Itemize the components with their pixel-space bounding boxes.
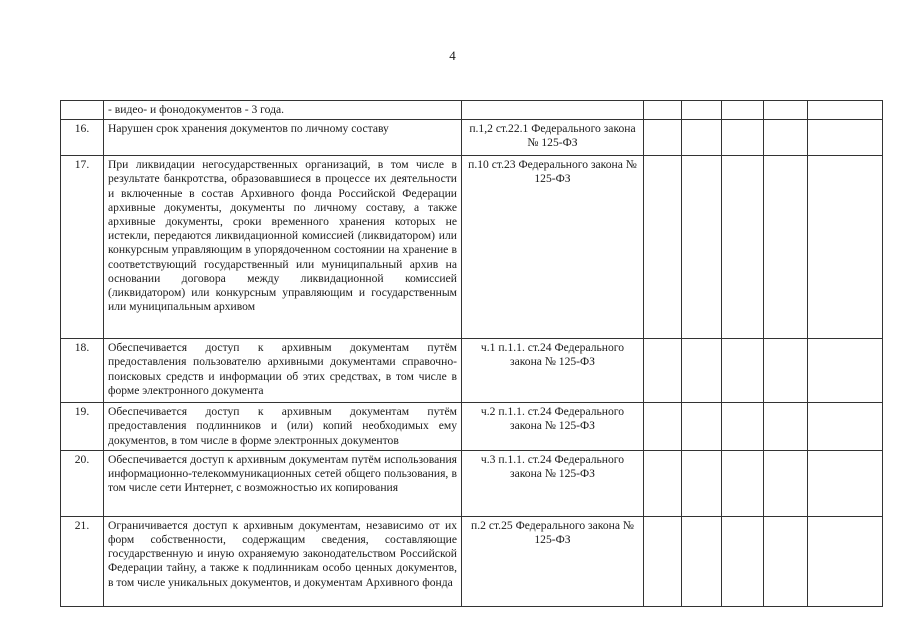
empty-cell [722,339,764,403]
empty-cell [722,101,764,120]
legal-reference: ч.2 п.1.1. ст.24 Федерального закона № 125-ФЗ [462,403,644,451]
empty-cell [644,516,682,606]
requirement-text: Обеспечивается доступ к архивным документам путём предоставления подлинников и (или) копий необходимых ему документов, в том числе в форме электронных документов [104,403,462,451]
empty-cell [764,101,808,120]
table-row [61,156,883,339]
empty-cell [682,156,722,339]
legal-reference: п.10 ст.23 Федерального закона № 125-ФЗ [462,156,644,339]
empty-cell [644,156,682,339]
empty-cell [808,450,883,516]
empty-cell [764,450,808,516]
row-number: 18. [61,339,104,403]
requirement-text: Нарушен срок хранения документов по личному составу [104,120,462,156]
page-number: 4 [449,48,456,63]
requirement-text: Ограничивается доступ к архивным документам, независимо от их форм собственности, содержащим сведения, составляющие государственную и иную охраняемую законодательством Российской Федерации тайну, а также к подлинникам особо ценных документов, в том числе уникальных документов, и документам Архивного фонда [104,516,462,606]
row-number: 19. [61,403,104,451]
empty-cell [682,339,722,403]
row-number: 20. [61,450,104,516]
empty-cell [722,450,764,516]
empty-cell [722,120,764,156]
empty-cell [764,156,808,339]
table-row [61,101,883,120]
empty-cell [764,403,808,451]
table-row [61,516,883,606]
checklist-table [60,100,883,607]
empty-cell [644,101,682,120]
empty-cell [808,516,883,606]
empty-cell [764,120,808,156]
table-row [61,339,883,403]
legal-reference: ч.1 п.1.1. ст.24 Федерального закона № 125-ФЗ [462,339,644,403]
empty-cell [682,101,722,120]
empty-cell [764,516,808,606]
empty-cell [722,516,764,606]
empty-cell [682,516,722,606]
empty-cell [682,120,722,156]
empty-cell [722,403,764,451]
legal-reference: п.2 ст.25 Федерального закона № 125-ФЗ [462,516,644,606]
empty-cell [764,339,808,403]
empty-cell [644,339,682,403]
requirement-text: Обеспечивается доступ к архивным документам путём предоставления пользователю архивными документами справочно-поисковых средств и информации об этих средствах, в том числе в форме электронного документа [104,339,462,403]
empty-cell [682,403,722,451]
row-number: 16. [61,120,104,156]
empty-cell [808,120,883,156]
requirement-text: Обеспечивается доступ к архивным документам путём использования информационно-телекоммуникационных сетей общего пользования, в том числе сети Интернет, с возможностью их копирования [104,450,462,516]
empty-cell [644,120,682,156]
table-row [61,120,883,156]
empty-cell [808,339,883,403]
empty-cell [682,450,722,516]
requirement-text: При ликвидации негосударственных организаций, в том числе в результате банкротства, образовавшиеся в процессе их деятельности и включенные в состав Архивного фонда Российской Федерации архивные документы, документы по личному составу, а также архивные документы, сроки временного хранения которых не истекли, передаются ликвидационной комиссией (ликвидатором) или конкурсным управляющим в упорядоченном состоянии на хранение в соответствующий государственный или муниципальный архив на основании договора между ликвидационной комиссией (ликвидатором) или конкурсным управляющим и государственным или муниципальным архивом [104,156,462,339]
legal-reference [462,101,644,120]
empty-cell [644,450,682,516]
empty-cell [808,403,883,451]
empty-cell [644,403,682,451]
row-number: 21. [61,516,104,606]
requirement-text: - видео- и фонодокументов - 3 года. [104,101,462,120]
legal-reference: ч.3 п.1.1. ст.24 Федерального закона № 125-ФЗ [462,450,644,516]
row-number: 17. [61,156,104,339]
empty-cell [808,101,883,120]
table-row [61,450,883,516]
row-number [61,101,104,120]
empty-cell [722,156,764,339]
empty-cell [808,156,883,339]
table-row [61,403,883,451]
legal-reference: п.1,2 ст.22.1 Федерального закона № 125-ФЗ [462,120,644,156]
